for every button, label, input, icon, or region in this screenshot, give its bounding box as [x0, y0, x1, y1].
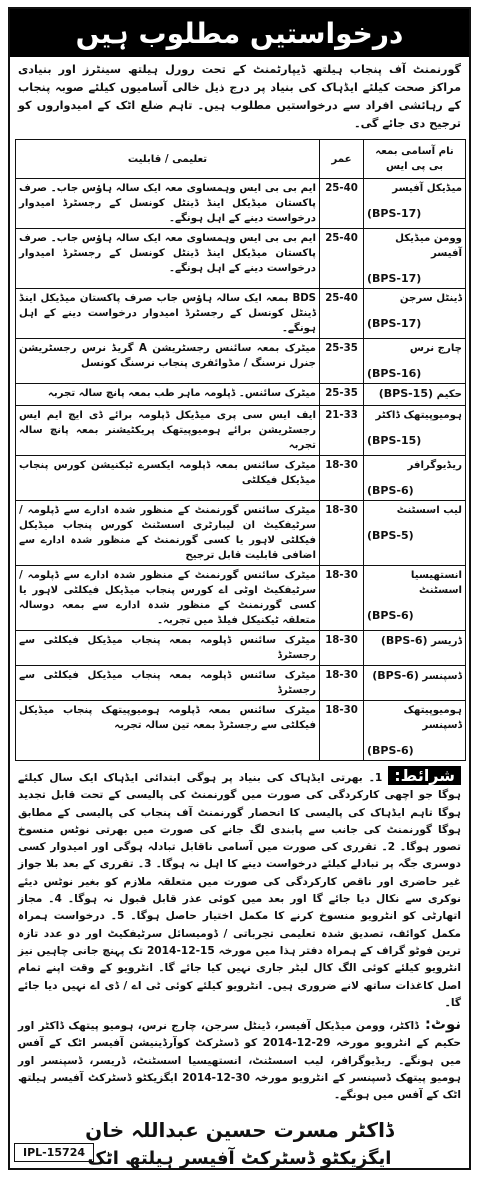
- post-age: 18-30: [320, 666, 364, 701]
- post-bps: (BPS-6): [367, 609, 414, 622]
- post-qualification: BDS بمعہ ایک سالہ ہاؤس جاب صرف پاکستان میڈیکل اینڈ ڈینٹل کونسل کے رجسٹرڈ امیدوار درخواست دینے کے اہل ہونگے۔: [16, 289, 320, 339]
- signatory-name: ڈاکٹر مسرت حسین عبداللہ خان: [85, 1117, 394, 1142]
- table-row: [16, 229, 466, 289]
- posts-table: [15, 139, 466, 761]
- table-row: [16, 179, 466, 229]
- table-row: [16, 666, 466, 701]
- note-label: نوٹ:: [424, 1015, 461, 1034]
- post-bps: (BPS-15): [378, 387, 434, 400]
- post-name-cell: [364, 339, 466, 384]
- post-qualification: ایم بی بی ایس وہمساوی معہ ایک سالہ ہاؤس جاب۔ صرف پاکستان میڈیکل اینڈ ڈینٹل کونسل کے رجسٹرڈ امیدوار درخواست دینے کے اہل ہونگے۔: [16, 229, 320, 289]
- post-bps: (BPS-17): [367, 317, 422, 330]
- table-row: [16, 566, 466, 631]
- post-name-cell: [364, 289, 466, 339]
- table-row: [16, 701, 466, 761]
- post-bps: (BPS-5): [367, 529, 414, 542]
- post-name: لیب اسسٹنٹ: [396, 505, 462, 516]
- post-name: چارج نرس: [409, 343, 462, 354]
- post-age: 18-30: [320, 501, 364, 566]
- table-row: [16, 406, 466, 456]
- post-name-cell: [364, 631, 466, 666]
- note: [10, 1014, 469, 1108]
- signatory-designation: ایگزیکٹو ڈسٹرکٹ آفیسر ہیلتھ اٹک: [87, 1147, 392, 1169]
- header-post-name: نام آسامی بمعہ بی پی ایس: [364, 140, 466, 179]
- post-name-cell: [364, 179, 466, 229]
- post-name-cell: [364, 406, 466, 456]
- post-age: 25-40: [320, 229, 364, 289]
- post-bps: (BPS-6): [367, 484, 414, 497]
- post-name: ہومیوپیتھک ڈاکٹر: [375, 410, 462, 421]
- post-bps: (BPS-15): [367, 434, 422, 447]
- page-title: درخواستیں مطلوب ہیں: [10, 9, 469, 57]
- post-name: وومن میڈیکل آفیسر: [395, 233, 462, 259]
- post-name: ڈینٹل سرجن: [399, 293, 462, 304]
- header-age: عمر: [320, 140, 364, 179]
- note-text: ڈاکٹر، وومن میڈیکل آفیسر، ڈینٹل سرجن، چارج نرس، ہومیو پیتھک ڈاکٹر اور حکیم کے انٹرویو مورخہ 29-12-2014 کو ڈسٹرکٹ کوآرڈینیشن آفیسر اٹک کے آفس میں ہونگے۔ ریڈیوگرافر، لیب اسسٹنٹ، انستھیسیا اسسٹنٹ، ڈریسر، ڈسپنسر اور ہومیو پیتھک ڈسپنسر کے انٹرویو مورخہ 30-12-2014 ایگزیکٹو ڈسٹرکٹ آفیسر ہیلتھ اٹک کے آفس میں ہونگے۔: [18, 1020, 461, 1102]
- table-header-row: [16, 140, 466, 179]
- header-qualification: تعلیمی / قابلیت: [16, 140, 320, 179]
- post-name: ہومیوپیتھک ڈسپنسر: [403, 705, 462, 731]
- post-age: 25-40: [320, 289, 364, 339]
- post-name-cell: [364, 501, 466, 566]
- post-age: 18-30: [320, 631, 364, 666]
- post-qualification: میٹرک سائنس۔ ڈپلومہ ماہر طب بمعہ پانچ سالہ تجربہ: [16, 384, 320, 406]
- post-bps: (BPS-6): [367, 744, 414, 757]
- table-row: [16, 339, 466, 384]
- conditions-text: 1۔ بھرتی ایڈہاک کی بنیاد پر ہوگی ابتدائی ایڈہاک ایک سال کیلئے ہوگا جو اچھی کارکردگی کی صورت میں گورنمنٹ کی پالیسی کے تحت قابل تجدید ہوگا تاہم ایڈہاک کی پالیسی کا انحصار گورنمنٹ آف پنجاب کی پالیسی کے مطابق ہوگا گورنمنٹ کی جانب سے پابندی لگ جانے کی صورت میں بھرتی نوٹس منسوخ تصور ہوگا۔ 2۔ تقرری کی صورت میں آسامی ناقابل تبادلہ ہوگی اور امیدوار کسی دوسری جگہ پر تبادلے کیلئے درخواست دینے کا اہل نہ ہوگا۔ 3۔ تقرری کے بعد بلا جواز غیر حاضری اور ناقص کارکردگی کی صورت میں متعلقہ ملازم کو بغیر نوٹس دیئے نوکری سے نکال دیا جائے گا اور بعد میں کوئی عذر قابل قبول نہ ہوگا۔ 4۔ مجاز اتھارٹی کو انٹرویو منسوخ کرنے کا مکمل اختیار حاصل ہوگا۔ 5۔ درخواست ہمراہ مکمل کوائف، تصدیق شدہ تعلیمی تجرباتی / ڈومیسائل سرٹیفکیٹ اور دو عدد تازہ ترین فوٹو گراف کے ہمراہ دفتر ہذا میں مورخہ 15-12-2014 تک پہنچ جانی چاہیں نیز انٹرویو کیلئے کوئی الگ کال لیٹر جاری نہیں کیا جائے گا۔ انٹرویو کے وقت اپنے تمام اصل کاغذات ساتھ لانے ضروری ہیں۔ انٹرویو کیلئے کوئی ٹی اے / ڈی اے نہیں دیا جائے گا۔: [18, 772, 462, 1009]
- post-age: 25-35: [320, 384, 364, 406]
- post-bps: (BPS-6): [372, 669, 419, 682]
- post-bps: (BPS-6): [380, 634, 428, 647]
- post-bps: (BPS-16): [367, 367, 422, 380]
- post-name: میڈیکل آفیسر: [392, 183, 462, 194]
- table-row: [16, 631, 466, 666]
- post-name-cell: [364, 456, 466, 501]
- post-name: حکیم: [436, 389, 462, 400]
- post-age: 25-35: [320, 339, 364, 384]
- post-qualification: میٹرک سائنس گورنمنٹ کے منظور شدہ ادارے سے ڈپلومہ / سرٹیفکیٹ اوٹی اے کورس پنجاب میڈیکل فیکلٹی لاہور یا کسی گورنمنٹ کے منظور شدہ ادارے سے بمعہ دوسالہ متعلقہ ٹیکنیکل فیلڈ میں تجربہ۔: [16, 566, 320, 631]
- post-name: ریڈیوگرافر: [407, 460, 462, 471]
- post-qualification: ایم بی بی ایس وہمساوی معہ ایک سالہ ہاؤس جاب۔ صرف پاکستان میڈیکل اینڈ ڈینٹل کونسل کے رجسٹرڈ امیدوار درخواست دینے کے اہل ہونگے۔: [16, 179, 320, 229]
- table-row: [16, 289, 466, 339]
- post-age: 25-40: [320, 179, 364, 229]
- post-name-cell: [364, 701, 466, 761]
- post-name-cell: [364, 666, 466, 701]
- conditions: [10, 761, 469, 1014]
- post-qualification: میٹرک سائنس گورنمنٹ کے منظور شدہ ادارے سے ڈپلومہ / سرٹیفکیٹ ان لیبارٹری اسسٹنٹ کورس پنجاب میڈیکل فیکلٹی لاہور یا کسی گورنمنٹ کے منظور شدہ ادارے سے اضافی قابلیت قابل ترجیح: [16, 501, 320, 566]
- post-bps: (BPS-17): [367, 207, 422, 220]
- post-bps: (BPS-17): [367, 272, 422, 285]
- post-qualification: میٹرک بمعہ سائنس رجسٹریشن A گریڈ نرس رجسٹریشن جنرل نرسنگ / مڈوائفری پنجاب نرسنگ کونسل: [16, 339, 320, 384]
- post-age: 21-33: [320, 406, 364, 456]
- post-name-cell: [364, 566, 466, 631]
- post-name: ڈریسر: [431, 636, 462, 647]
- post-qualification: میٹرک سائنس ڈپلومہ بمعہ پنجاب میڈیکل فیکلٹی سے رجسٹرڈ: [16, 666, 320, 701]
- intro-paragraph: گورنمنٹ آف پنجاب ہیلتھ ڈیپارٹمنٹ کے تحت رورل ہیلتھ سینٹرز اور بنیادی مراکز صحت کیلئے ایڈہاک کی بنیاد پر درج ذیل خالی آسامیوں کیلئے صوبہ پنجاب کے رہائشی افراد سے درخواستیں مطلوب ہیں۔ تاہم ضلع اٹک کے امیدواروں کو ترجیح دی جائے گی۔: [18, 63, 461, 130]
- table-row: [16, 501, 466, 566]
- advertisement: [8, 7, 471, 1170]
- post-qualification: ایف ایس سی پری میڈیکل ڈپلومہ برائے ڈی ایچ ایم ایس رجسٹریشن برائے ہومیوپیتھک پریکٹیشنر بمعہ پانچ سالہ تجربہ: [16, 406, 320, 456]
- post-name: انستھیسیا اسسٹنٹ: [410, 570, 462, 596]
- post-age: 18-30: [320, 566, 364, 631]
- post-name-cell: [364, 229, 466, 289]
- reference-number: IPL-15724: [14, 1143, 94, 1162]
- conditions-label: شرائط:: [388, 766, 461, 785]
- post-age: 18-30: [320, 456, 364, 501]
- post-qualification: میٹرک سائنس بمعہ ڈپلومہ ہومیوپیتھک پنجاب میڈیکل فیکلٹی سے رجسٹرڈ بمعہ تین سالہ تجربہ: [16, 701, 320, 761]
- table-row: [16, 456, 466, 501]
- post-age: 18-30: [320, 701, 364, 761]
- post-qualification: میٹرک سائنس بمعہ ڈپلومہ ایکسرے ٹیکنیشن کورس پنجاب میڈیکل فیکلٹی: [16, 456, 320, 501]
- post-qualification: میٹرک سائنس ڈپلومہ بمعہ پنجاب میڈیکل فیکلٹی سے رجسٹرڈ: [16, 631, 320, 666]
- post-name-cell: [364, 384, 466, 406]
- post-name: ڈسپنسر: [422, 671, 462, 682]
- table-row: [16, 384, 466, 406]
